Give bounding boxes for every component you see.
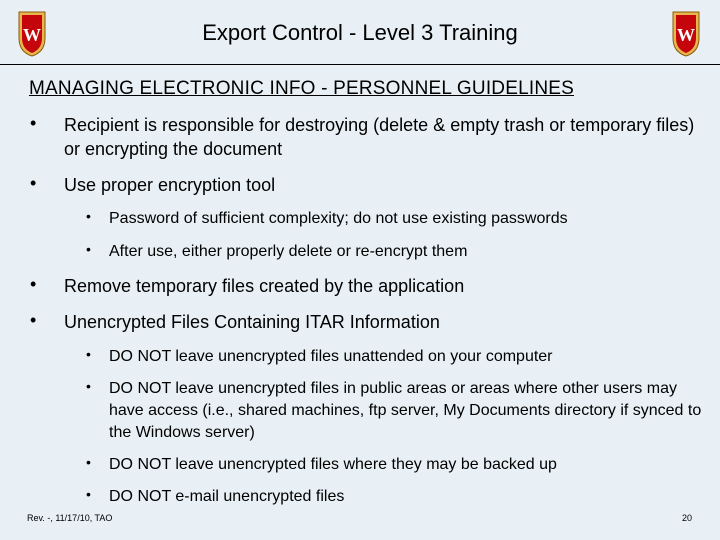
header-divider [0, 64, 720, 65]
bullet-marker: • [86, 486, 91, 502]
bullet-marker: • [30, 274, 37, 294]
sub-bullet-text: Password of sufficient complexity; do not use existing passwords [109, 210, 568, 227]
header-title: Export Control - Level 3 Training [202, 20, 518, 45]
bullet-marker: • [86, 454, 91, 470]
bullet-text: Use proper encryption tool [64, 175, 276, 195]
bullet-text: Recipient is responsible for destroying (delete & empty trash or temporary files) or encrypting the document [64, 115, 695, 159]
uw-crest-icon [670, 8, 702, 58]
bullet-marker: • [30, 113, 37, 133]
bullet-text: Unencrypted Files Containing ITAR Information [64, 312, 440, 332]
bullet-marker: • [86, 241, 91, 257]
bullet-marker: • [86, 208, 91, 224]
crest-letter: W [677, 25, 695, 45]
sub-bullet-text: DO NOT leave unencrypted files in public areas or areas where other users may have access (i.e., shared machines, ftp server, My Documents directory if synced to the Windows server) [109, 380, 702, 441]
footer-revision: Rev. -, 11/17/10, TAO [27, 513, 113, 523]
sub-bullet-text: DO NOT leave unencrypted files unattended on your computer [109, 348, 553, 365]
bullet-marker: • [30, 173, 37, 193]
bullet-marker: • [86, 378, 91, 394]
sub-bullet-text: DO NOT leave unencrypted files where they may be backed up [109, 456, 557, 473]
bullet-text: Remove temporary files created by the application [64, 276, 465, 296]
crest-letter: W [23, 25, 41, 45]
sub-bullet-text: DO NOT e-mail unencrypted files [109, 488, 345, 505]
bullet-marker: • [30, 310, 37, 330]
bullet-marker: • [86, 346, 91, 362]
slide-heading: MANAGING ELECTRONIC INFO - PERSONNEL GUIDELINES [29, 78, 574, 99]
sub-bullet-text: After use, either properly delete or re-encrypt them [109, 243, 468, 260]
page-number: 20 [682, 513, 693, 523]
